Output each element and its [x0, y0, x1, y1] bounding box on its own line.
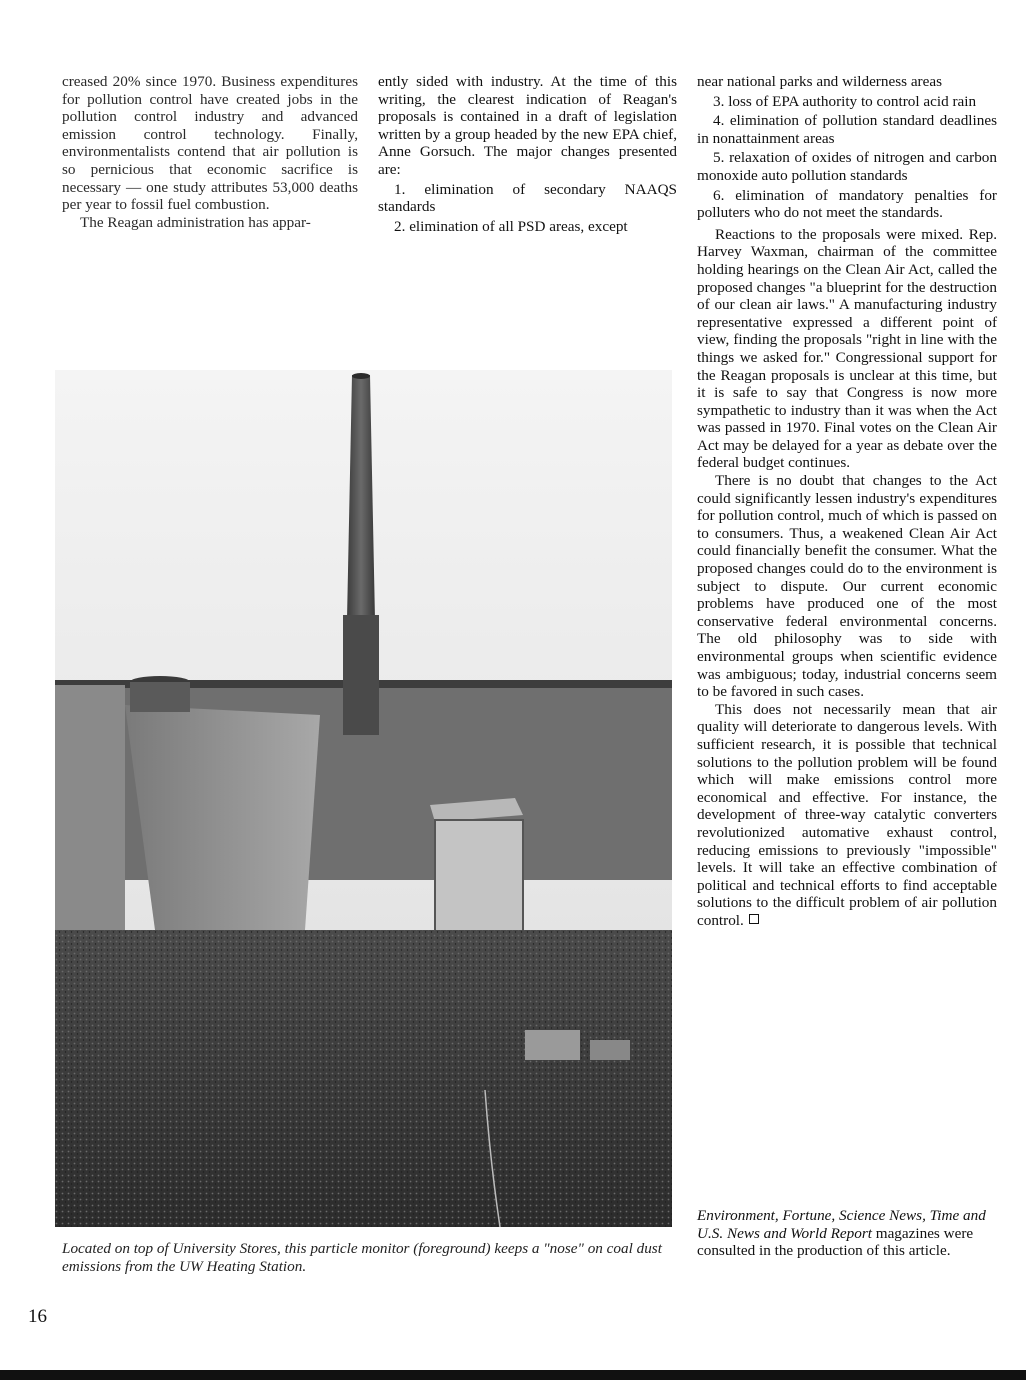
- change-item-2: 2. elimination of all PSD areas, except: [394, 217, 628, 235]
- change-item-3: 3. loss of EPA authority to control acid rain: [713, 92, 977, 110]
- change-item-5: 5. relaxation of oxides of nitrogen and carbon monoxide auto pollution standards: [697, 149, 997, 184]
- col1-paragraph-2: The Reagan administration has appar-: [80, 213, 311, 231]
- source-note: magazines were consulted in the production of this article.: [697, 1224, 974, 1260]
- col3-paragraph-reactions: Reactions to the proposals were mixed. Rep. Harvey Waxman, chairman of the committee holding hearings on the Clean Air Act, called the proposed changes "a blueprint for the destruction of our clean air laws." A manufacturing industry representative expressed a different point of view, finding the proposals "right in line with the things we asked for." Congressional support for the Reagan proposals is unclear at this time, but it is safe to say that Congress is now more sympathetic to industry than it was when the Act was passed in 1970. Final votes on the Clean Air Act may be delayed for a year as debate over the federal budget continues.: [697, 225, 997, 472]
- column-2: [378, 73, 677, 235]
- change-item-2-continued: near national parks and wilderness areas: [697, 73, 943, 90]
- photo-caption: Located on top of University Stores, this particle monitor (foreground) keeps a "nose" on coal dust emissions from the UW Heating Station.: [62, 1240, 662, 1275]
- source-credits: [697, 1207, 997, 1260]
- col2-paragraph-1: ently sided with industry. At the time of this writing, the clearest indication of Reagan's proposals is contained in a draft of legislation written by a group headed by the new EPA chief, Anne Gorsuch. The major changes presented are:: [378, 73, 677, 178]
- source-publications: Environment, Fortune, Science News, Time and U.S. News and World Report: [697, 1207, 986, 1242]
- page-number: 16: [28, 1306, 47, 1327]
- col3-paragraph-conclusion: [697, 701, 997, 930]
- column-3: [697, 73, 997, 930]
- col3-paragraph-changes: There is no doubt that changes to the Act could significantly lessen industry's expenditures for pollution control, much of which is passed on to consumers. Thus, a weakened Clean Air Act could financially benefit the consumer. What the proposed changes could do to the environment is subject to dispute. Our current economic problems have produced one of the most conservative federal environmental concerns. The old philosophy was to side with environmental groups when scientific evidence was ambiguous; today, industrial concerns seem to be favored in such cases.: [697, 472, 997, 701]
- change-item-4: 4. elimination of pollution standard deadlines in nonattainment areas: [697, 112, 997, 147]
- end-mark-icon: [749, 914, 759, 924]
- conclusion-text: This does not necessarily mean that air quality will deteriorate to dangerous levels. With sufficient research, it is possible that technical solutions to the pollution problem will be found which will make emissions control more economical and effective. For instance, the development of three-way catalytic converters revolutionized automative exhaust control, reducing emissions to previously "impossible" levels. It will take an effective combination of political and technical efforts to find acceptable solutions to the difficult problem of air pollution control.: [697, 700, 997, 929]
- bottom-scan-border: [0, 1370, 1026, 1380]
- change-item-1: 1. elimination of secondary NAAQS standards: [378, 180, 677, 216]
- col1-paragraph-1: creased 20% since 1970. Business expenditures for pollution control have created jobs in the pollution control industry and advanced emission control technology. Finally, environmentalists contend that air pollution is so pernicious that economic sacrifice is necessary — one study attributes 53,000 deaths per year to fossil fuel combustion.: [62, 73, 358, 214]
- heating-plant-photo: [55, 370, 672, 1227]
- column-1: [62, 73, 358, 231]
- change-item-6: 6. elimination of mandatory penalties for polluters who do not meet the standards.: [697, 186, 997, 222]
